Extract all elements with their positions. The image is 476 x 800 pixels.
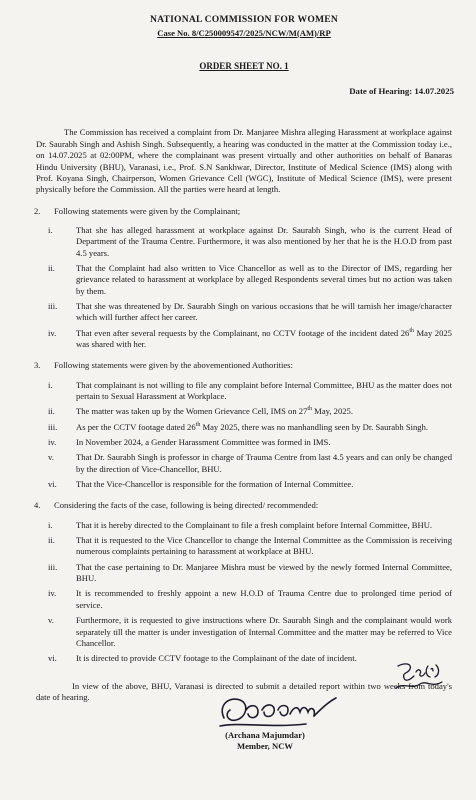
- section-complainant-statements: [36, 206, 452, 351]
- organization-name: NATIONAL COMMISSION FOR WOMEN: [149, 14, 338, 25]
- case-number: Case No. 8/C250009547/2025/NCW/M(AM)/RP: [157, 27, 331, 38]
- list-item: [36, 328, 452, 351]
- handwritten-initials: [392, 660, 452, 696]
- item-text: [76, 422, 452, 433]
- item-text-part: May, 2025.: [312, 406, 354, 417]
- section-heading: Considering the facts of the case, following is being directed/ recommended:: [54, 500, 319, 511]
- list-item: [36, 380, 452, 403]
- item-text-part: May 2025, there was no manhandling seen by Dr. Saurabh Singh.: [200, 421, 429, 432]
- item-numeral: iii.: [48, 300, 58, 311]
- list-item: [36, 653, 452, 664]
- signature-block: [210, 730, 320, 753]
- ordinal-suffix: th: [307, 406, 313, 413]
- item-text: That the Vice-Chancellor is responsible for the formation of Internal Committee.: [76, 479, 354, 490]
- section-directions: [36, 500, 452, 664]
- section-heading: Following statements were given by the Complainant;: [54, 205, 241, 216]
- list-item: [36, 301, 452, 324]
- item-text-part: That even after several requests by the Complainant, no CCTV footage of the incident dated 26: [76, 327, 410, 338]
- item-numeral: ii.: [48, 262, 55, 273]
- item-numeral: i.: [48, 224, 53, 235]
- item-text: It is recommended to freshly appoint a new H.O.D of Trauma Centre due to prolonged time period of service.: [76, 588, 452, 610]
- item-text-part: The matter was taken up by the Women Grievance Cell, IMS on 27: [76, 406, 308, 417]
- list-item: [36, 520, 452, 531]
- item-numeral: vi.: [48, 479, 57, 490]
- list-item: [36, 406, 452, 417]
- section-number: 2.: [34, 205, 41, 216]
- item-numeral: iv.: [48, 437, 57, 448]
- statement-list: [36, 225, 452, 350]
- list-item: [36, 562, 452, 585]
- item-numeral: iii.: [48, 421, 58, 432]
- item-numeral: ii.: [48, 406, 55, 417]
- signatory-name: (Archana Majumdar): [225, 730, 305, 740]
- item-numeral: iv.: [48, 588, 57, 599]
- order-sheet-title: ORDER SHEET NO. 1: [199, 61, 289, 71]
- item-text: That it is hereby directed to the Complainant to file a fresh complaint before Internal Committee, BHU.: [76, 519, 433, 530]
- item-text: Furthermore, it is requested to give instructions where Dr. Saurabh Singh and the complainant would work separately till the matter is under investigation of Internal Committee and the matter may be referred to Vice Chancellor.: [76, 615, 452, 648]
- item-numeral: iii.: [48, 561, 58, 572]
- item-text: That Dr. Saurabh Singh is professor in charge of Trauma Centre from last 4.5 years and can only be changed by the direction of Vice-Chancellor, BHU.: [76, 452, 452, 474]
- item-text: [76, 406, 452, 417]
- list-item: [36, 535, 452, 558]
- item-text: It is directed to provide CCTV footage to the Complainant of the date of incident.: [76, 653, 357, 664]
- item-numeral: v.: [48, 615, 54, 626]
- item-numeral: i.: [48, 379, 53, 390]
- hearing-date: Date of Hearing: 14.07.2025: [349, 85, 454, 96]
- intro-paragraph: The Commission has received a complaint from Dr. Manjaree Mishra alleging Harassment at workplace against Dr. Saurabh Singh and Ashish Singh. Subsequently, a hearing was conducted in the matter at the Commission today i.e., on 14.07.2025 at 02:00PM, where the complainant was present virtually and other authorities on behalf of Banaras Hindu University (BHU), Varanasi, i.e., Prof. S.N Sankhwar, Director, Institute of Medical Science (IMS) along with Prof. Koyana Singh, Chairperson, Women Grievance Cell (WGC), Institute of Medical Science (IMS), were present physically before the Commission. All the parties were heard at length.: [36, 127, 452, 195]
- list-item: [36, 225, 452, 259]
- ordinal-suffix: th: [409, 327, 414, 334]
- list-item: [36, 452, 452, 475]
- section-authority-statements: [36, 360, 452, 490]
- item-text: That it is requested to the Vice Chancellor to change the Internal Committee as the Commission is receiving numerous complaints pertaining to harassment at workplace at BHU.: [76, 535, 452, 557]
- item-numeral: i.: [48, 519, 53, 530]
- document-header: [36, 14, 452, 73]
- item-text-part: May 2025 was shared with her.: [76, 327, 452, 349]
- list-item: [36, 479, 452, 490]
- item-numeral: iv.: [48, 327, 57, 338]
- section-number: 3.: [34, 360, 41, 371]
- item-text: That the Complaint had also written to Vice Chancellor as well as to the Director of IMS, regarding her grievance related to harassment at workplace by alleged Respondents several times but no action was taken by them.: [76, 262, 452, 296]
- statement-list: [36, 380, 452, 491]
- item-numeral: vi.: [48, 653, 57, 664]
- closing-paragraph: In view of the above, BHU, Varanasi is directed to submit a detailed report within two weeks from today's date of hearing.: [36, 680, 452, 702]
- list-item: [36, 422, 452, 433]
- item-text: That the case pertaining to Dr. Manjaree Mishra must be viewed by the newly formed Internal Committee, BHU.: [76, 561, 452, 584]
- signatory-title: Member, NCW: [236, 741, 293, 752]
- item-text-part: As per the CCTV footage dated 26: [76, 421, 196, 432]
- list-item: [36, 263, 452, 297]
- list-item: [36, 588, 452, 611]
- list-item: [36, 437, 452, 448]
- direction-list: [36, 520, 452, 665]
- ordinal-suffix: th: [195, 421, 201, 428]
- item-numeral: ii.: [48, 535, 55, 546]
- item-text: [76, 328, 452, 351]
- item-text: That she has alleged harassment at workplace against Dr. Saurabh Singh, who is the current Head of Department of the Trauma Centre. Furthermore, it was also mentioned by her that he is the H.O.D from past 4.5 years.: [76, 224, 452, 258]
- item-text: In November 2024, a Gender Harassment Committee was formed in IMS.: [76, 437, 331, 448]
- item-text: That she was threatened by Dr. Saurabh Singh on various occasions that he will tarnish her image/character which will further affect her career.: [76, 300, 452, 323]
- list-item: [36, 615, 452, 649]
- signature: [210, 688, 350, 734]
- item-numeral: v.: [48, 452, 54, 463]
- item-text: That complainant is not willing to file any complaint before Internal Committee, BHU as the matter does not pertain to Sexual Harassment at Workplace.: [76, 379, 452, 402]
- section-heading: Following statements were given by the abovementioned Authorities:: [54, 360, 293, 371]
- section-number: 4.: [34, 500, 41, 511]
